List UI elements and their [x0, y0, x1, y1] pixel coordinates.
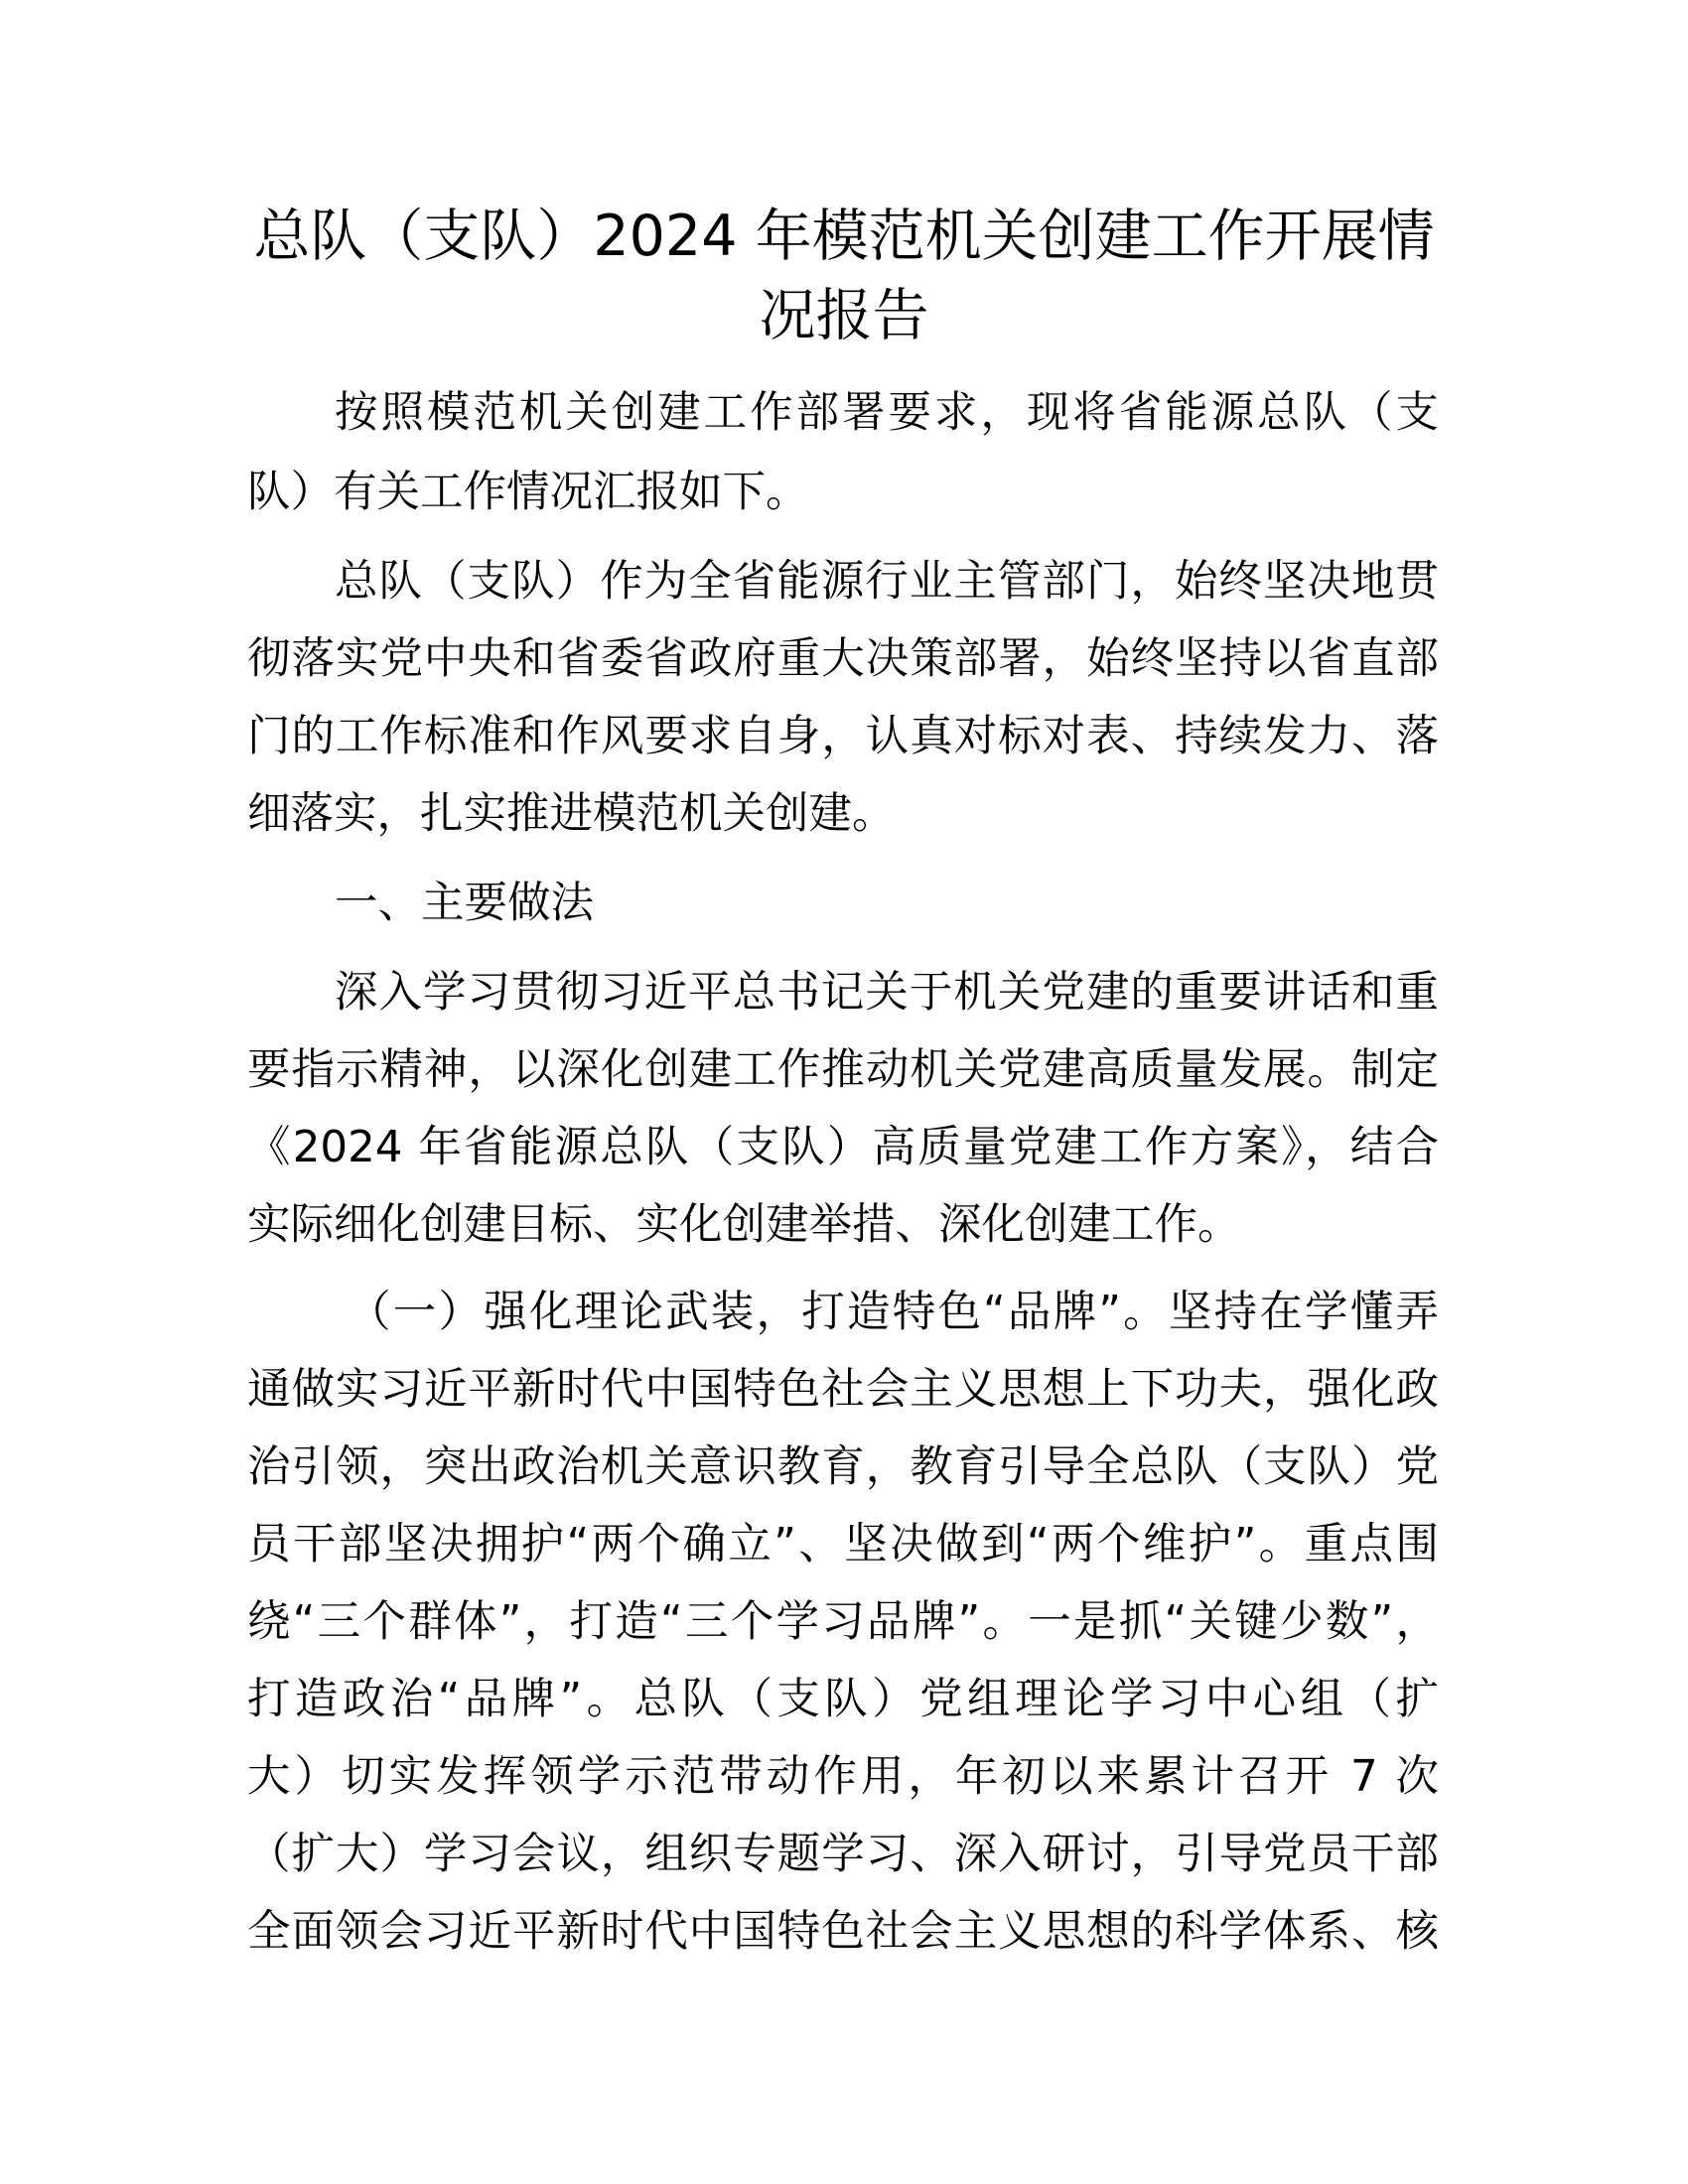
text-line: 治引领，突出政治机关意识教育，教育引导全总队（支队）党 — [247, 1442, 1439, 1492]
document-title-line-2: 况报告 — [759, 283, 929, 348]
text-line: 深入学习贯彻习近平总书记关于机关党建的重要讲话和重 — [335, 968, 1439, 1018]
text-line: 门的工作标准和作风要求自身，认真对标对表、持续发力、落 — [247, 712, 1439, 761]
text-line: （一）强化理论武装，打造特色“品牌”。坚持在学懂弄 — [348, 1288, 1439, 1337]
document-title-line-1: 总队（支队）2024 年模范机关创建工作开展情 — [253, 204, 1435, 269]
text-line: 要指示精神，以深化创建工作推动机关党建高质量发展。制定 — [247, 1045, 1439, 1095]
section-heading-text: 一、主要做法 — [335, 879, 594, 928]
text-line: 全面领会习近平新时代中国特色社会主义思想的科学体系、核 — [247, 1907, 1439, 1957]
text-line: 员干部坚决拥护“两个确立”、坚决做到“两个维护”。重点围 — [247, 1520, 1439, 1570]
text-line: （扩大）学习会议，组织专题学习、深入研讨，引导党员干部 — [247, 1830, 1439, 1879]
text-line: 大）切实发挥领学示范带动作用，年初以来累计召开 7 次 — [247, 1752, 1439, 1802]
text-line: 总队（支队）作为全省能源行业主管部门，始终坚决地贯 — [335, 557, 1439, 607]
text-line: 队）有关工作情况汇报如下。 — [247, 468, 809, 517]
text-line: 《2024 年省能源总队（支队）高质量党建工作方案》，结合 — [247, 1123, 1439, 1172]
text-line: 打造政治“品牌”。总队（支队）党组理论学习中心组（扩 — [247, 1675, 1439, 1724]
text-line: 彻落实党中央和省委省政府重大决策部署，始终坚持以省直部 — [247, 634, 1439, 684]
text-line: 通做实习近平新时代中国特色社会主义思想上下功夫，强化政 — [247, 1365, 1439, 1415]
text-line: 绕“三个群体”，打造“三个学习品牌”。一是抓“关键少数”， — [247, 1597, 1439, 1647]
text-line: 实际细化创建目标、实化创建举措、深化创建工作。 — [247, 1200, 1241, 1250]
text-line: 按照模范机关创建工作部署要求，现将省能源总队（支 — [335, 388, 1439, 438]
text-line: 细落实，扎实推进模范机关创建。 — [247, 789, 896, 839]
